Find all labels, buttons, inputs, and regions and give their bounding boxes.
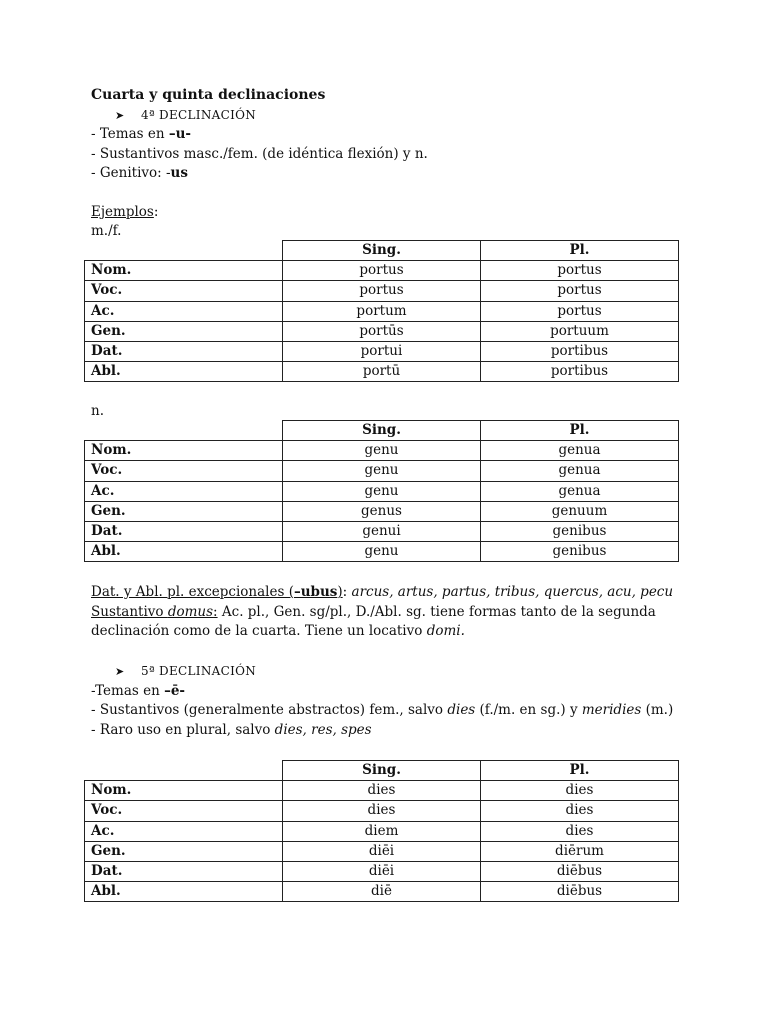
table-row: Voc. portus portus [85, 281, 679, 301]
col-pl-header: Pl. [481, 761, 679, 781]
col-pl-header: Pl. [481, 421, 679, 441]
neuter-label: n. [91, 403, 104, 419]
table-row: Dat. portui portibus [85, 341, 679, 361]
table-header-row [85, 241, 679, 261]
table-row: Ac. diem dies [85, 821, 679, 841]
table-row: Voc. dies dies [85, 801, 679, 821]
col-sing-header: Sing. [283, 241, 481, 261]
fifth-line-stems: -Temas en –ē- [91, 682, 186, 699]
table-header-row [85, 421, 679, 441]
table-row: Dat. genui genibus [85, 521, 679, 541]
fifth-declension-heading: ➤ 5ª DECLINACIÓN [91, 662, 691, 682]
note-locative: declinación como de la cuarta. Tiene un locativo domi. [91, 623, 465, 639]
table-row: Dat. diēi diēbus [85, 861, 679, 881]
fifth-line-nouns: - Sustantivos (generalmente abstractos) fem., salvo dies (f./m. en sg.) y meridies (m.) [91, 702, 674, 718]
col-sing-header: Sing. [283, 421, 481, 441]
arrow-bullet-icon: ➤ [115, 108, 125, 122]
table-row: Gen. genus genuum [85, 501, 679, 521]
fourth-declension-heading: ➤ 4ª DECLINACIÓN [91, 106, 691, 126]
fourth-line-genitive: - Genitivo: -us [91, 165, 188, 181]
note-dat-abl: Dat. y Abl. pl. excepcionales (–ubus): arcus, artus, partus, tribus, quercus, acu, pecu [91, 584, 674, 600]
table-row: Ac. genu genua [85, 481, 679, 501]
notes [91, 583, 691, 642]
mf-label: m./f. [91, 223, 122, 239]
arrow-bullet-icon: ➤ [115, 665, 125, 678]
col-sing-header: Sing. [283, 761, 481, 781]
table-fifth [84, 760, 679, 902]
table-row: Nom. genu genua [85, 441, 679, 461]
table-row: Abl. genu genibus [85, 542, 679, 562]
fifth-declension-intro [91, 662, 691, 740]
fifth-line-plural: - Raro uso en plural, salvo dies, res, spes [91, 721, 372, 738]
table-row: Gen. portūs portuum [85, 321, 679, 341]
table-row: Nom. dies dies [85, 781, 679, 801]
table-row: Ac. portum portus [85, 301, 679, 321]
fourth-line-nouns: - Sustantivos masc./fem. (de idéntica flexión) y n. [91, 145, 428, 162]
table-row: Abl. portū portibus [85, 362, 679, 382]
table-row: Voc. genu genua [85, 461, 679, 481]
table-row: Abl. diē diēbus [85, 882, 679, 902]
table-fourth-mf [84, 240, 679, 382]
table-row: Nom. portus portus [85, 261, 679, 281]
fourth-line-stems: - Temas en –u- [91, 126, 192, 142]
note-domus: Sustantivo domus: Ac. pl., Gen. sg/pl., D./Abl. sg. tiene formas tanto de la segunda [91, 603, 656, 620]
table-fourth-neuter [84, 420, 679, 562]
examples-label: Ejemplos: [91, 203, 159, 220]
col-pl-header: Pl. [481, 241, 679, 261]
table-header-row [85, 761, 679, 781]
table-row: Gen. diēi diērum [85, 841, 679, 861]
fourth-declension-intro [91, 86, 691, 242]
page-title: Cuarta y quinta declinaciones [91, 87, 326, 103]
